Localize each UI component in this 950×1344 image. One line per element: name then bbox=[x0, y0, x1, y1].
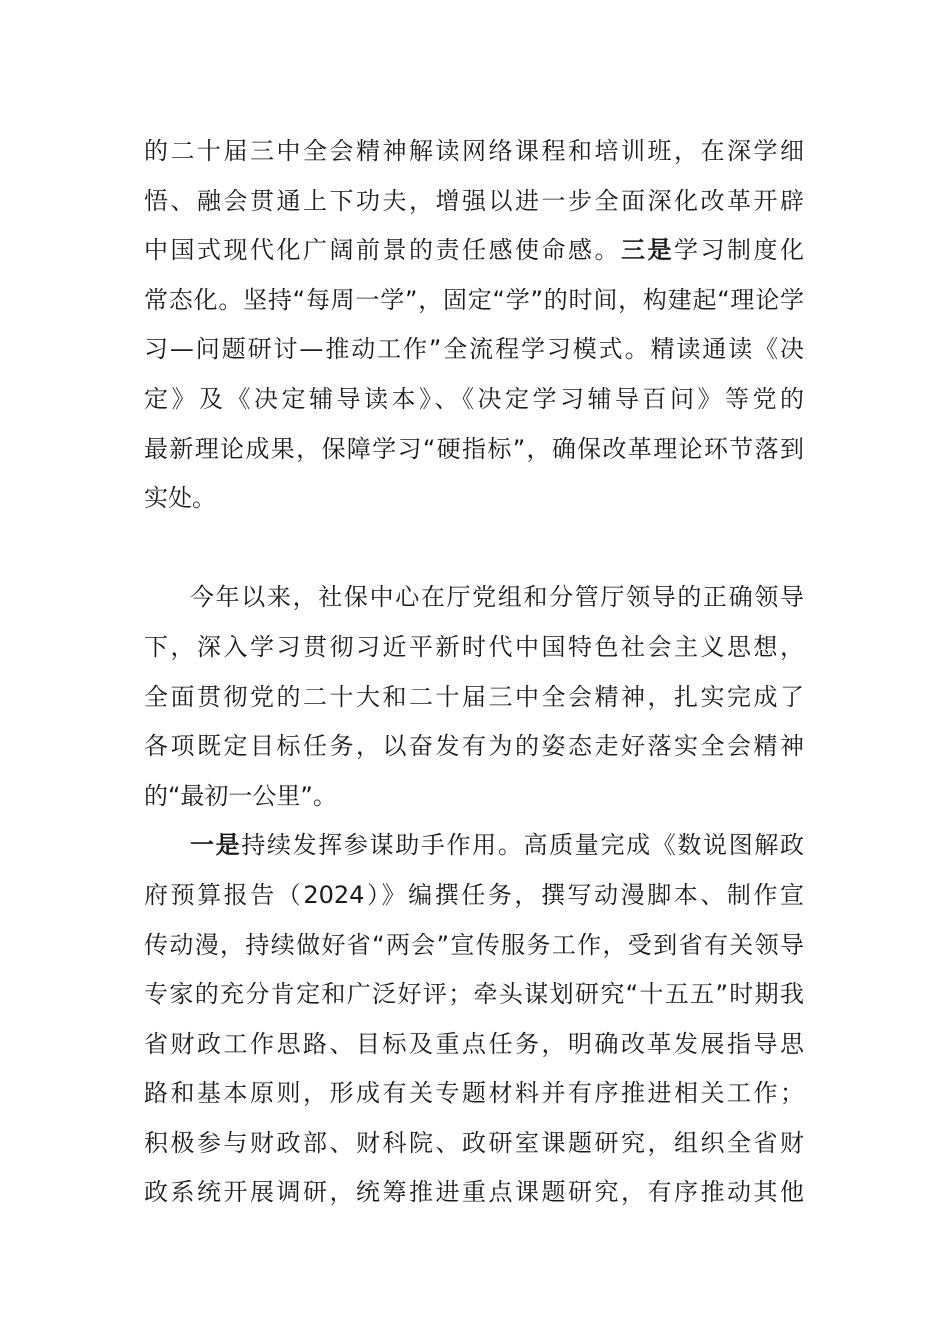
text-line: 今年以来，社保中心在厅党组和分管厅领导的正确领导 bbox=[190, 583, 804, 612]
text-line: 专家的充分肯定和广泛好评；牵头谋划研究“十五五”时期我 bbox=[144, 980, 804, 1009]
text-line: 习—问题研讨—推动工作”全流程学习模式。精读通读《决 bbox=[144, 335, 804, 364]
text-line: 积极参与财政部、财科院、政研室课题研究，组织全省财 bbox=[144, 1128, 804, 1157]
document-page bbox=[144, 127, 804, 1218]
lead-phrase: 三是 bbox=[621, 236, 674, 265]
text-line: 的“最初一公里”。 bbox=[144, 781, 337, 810]
text-line: 路和基本原则，形成有关专题材料并有序推进相关工作； bbox=[144, 1079, 804, 1108]
text-span: 学习制度化 bbox=[674, 236, 804, 265]
text-span: 中国式现代化广阔前景的责任感使命感。 bbox=[144, 236, 621, 265]
text-line bbox=[144, 226, 804, 276]
text-line: 实处。 bbox=[144, 484, 216, 513]
text-line: 悟、融会贯通上下功夫，增强以进一步全面深化改革开辟 bbox=[144, 186, 804, 215]
text-line: 传动漫，持续做好省“两会”宣传服务工作，受到省有关领导 bbox=[144, 930, 804, 959]
section-heading bbox=[144, 524, 804, 574]
text-line: 省财政工作思路、目标及重点任务，明确改革发展指导思 bbox=[144, 1029, 804, 1058]
text-line: 府预算报告（2024）》编撰任务，撰写动漫脚本、制作宣 bbox=[144, 880, 804, 909]
text-line: 常态化。坚持“每周一学”，固定“学”的时间，构建起“理论学 bbox=[144, 285, 804, 314]
text-line: 下，深入学习贯彻习近平新时代中国特色社会主义思想， bbox=[144, 632, 804, 661]
text-line: 的二十届三中全会精神解读网络课程和培训班，在深学细 bbox=[144, 137, 804, 165]
text-line: 各项既定目标任务，以奋发有为的姿态走好落实全会精神 bbox=[144, 732, 804, 761]
text-line: 最新理论成果，保障学习“硬指标”，确保改革理论环节落到 bbox=[144, 434, 804, 463]
lead-phrase: 一是 bbox=[190, 831, 242, 860]
text-line: 政系统开展调研，统筹推进重点课题研究，有序推动其他 bbox=[144, 1178, 804, 1207]
text-line: 全面贯彻党的二十大和二十届三中全会精神，扎实完成了 bbox=[144, 682, 804, 711]
text-line: 定》及《决定辅导读本》、《决定学习辅导百问》等党的 bbox=[144, 384, 804, 413]
text-span: 持续发挥参谋助手作用。高质量完成《数说图解政 bbox=[241, 831, 805, 860]
text-line bbox=[144, 821, 804, 871]
